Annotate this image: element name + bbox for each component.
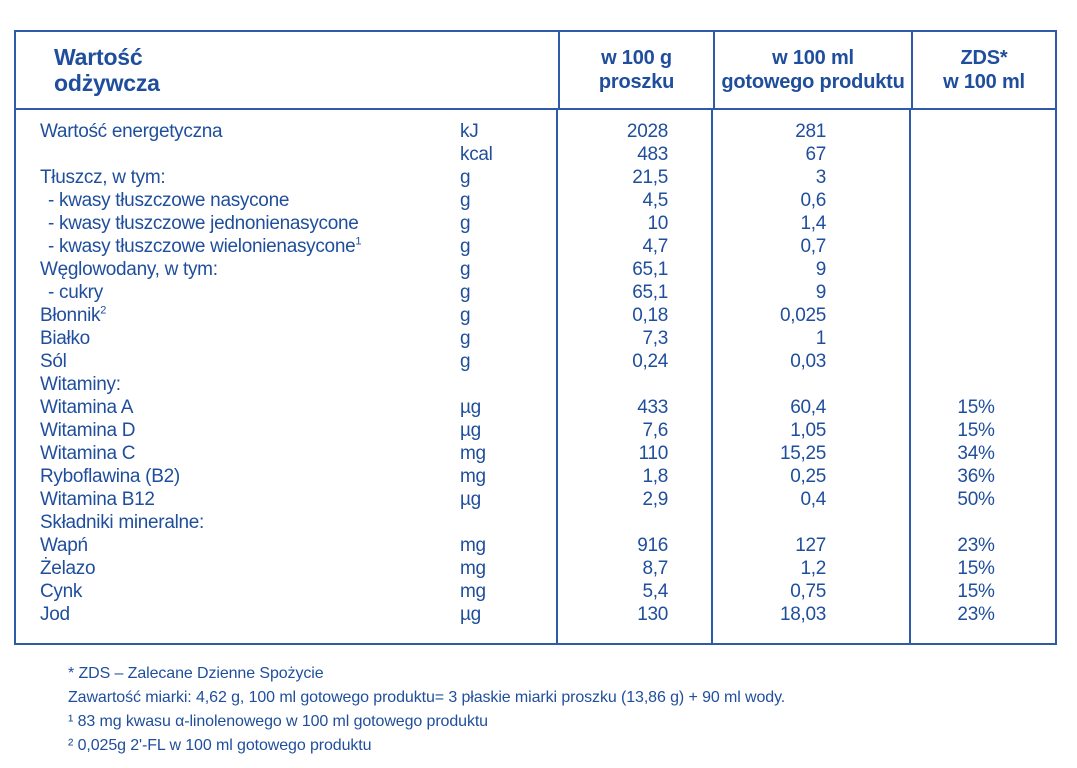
table-row [16,166,1055,189]
header-nutrition-value-line1: Wartość [54,44,143,70]
value-zds-percent [911,166,1055,189]
value-per-100g: 8,7 [642,558,668,579]
nutrient-name-cell [16,258,558,281]
table-row [16,465,1055,488]
nutrient-name-cell [16,143,558,166]
nutrient-name-cell [16,350,558,373]
table-row [16,511,1055,534]
value-per-100g [558,511,713,534]
header-nutrition-value-line2: odżywcza [54,70,160,96]
nutrient-label-text: Cynk [40,581,83,602]
value-per-100g: 0,18 [632,305,668,326]
value-zds-percent: 23% [957,604,995,625]
table-header-row [16,32,1055,110]
nutrient-label [16,281,460,304]
table-row [16,258,1055,281]
value-per-100ml: 67 [805,144,826,165]
value-per-100ml: 3 [815,167,826,188]
value-per-100ml: 1,05 [790,420,826,441]
value-per-100ml: 1 [815,328,826,349]
table-row [16,189,1055,212]
table-row [16,281,1055,304]
footnote-line: * ZDS – Zalecane Dzienne Spożycie [68,665,324,682]
nutrient-label-text: Ryboflawina (B2) [40,466,180,487]
value-per-100g: 916 [637,535,668,556]
table-row [16,235,1055,258]
value-per-100ml: 0,6 [800,190,826,211]
nutrient-label-text: Sól [40,351,67,372]
nutrient-unit: kcal [460,144,493,165]
nutrient-label [16,120,460,143]
nutrition-table [14,30,1057,645]
nutrient-label [16,419,460,442]
value-per-100g: 7,6 [642,420,668,441]
nutrient-name-cell [16,120,558,143]
nutrient-unit: mg [460,443,486,464]
column-divider-3 [909,110,911,643]
value-zds-percent: 15% [957,420,995,441]
value-per-100g: 0,24 [632,351,668,372]
nutrient-label-text: Witamina A [40,397,134,418]
table-row [16,557,1055,580]
value-per-100g: 65,1 [632,282,668,303]
value-per-100g: 65,1 [632,259,668,280]
value-per-100ml [713,511,911,534]
nutrient-label [16,327,460,350]
nutrient-label [16,534,460,557]
value-zds-percent [911,373,1055,396]
value-zds-percent: 15% [957,397,995,418]
nutrient-unit: g [460,213,471,234]
value-per-100g: 7,3 [642,328,668,349]
header-per-100g [558,32,713,108]
value-per-100g: 130 [637,604,668,625]
footnote-marker: 1 [355,235,362,248]
value-zds-percent: 15% [957,558,995,579]
nutrient-label [16,350,460,373]
nutrient-name-cell [16,580,558,603]
value-per-100g: 2,9 [642,489,668,510]
nutrient-name-cell [16,442,558,465]
nutrient-unit [460,511,558,534]
nutrient-unit: kJ [460,121,479,142]
value-per-100g: 4,7 [642,236,668,257]
nutrient-name-cell [16,327,558,350]
nutrient-unit: µg [460,397,481,418]
nutrient-unit: µg [460,489,481,510]
nutrient-label-text: Wapń [40,535,88,556]
nutrient-label [16,373,460,396]
value-zds-percent: 15% [957,581,995,602]
table-row [16,603,1055,626]
value-per-100ml: 1,2 [800,558,826,579]
nutrient-unit: g [460,305,471,326]
nutrient-label [16,580,460,603]
nutrient-label [16,235,460,258]
table-row [16,212,1055,235]
table-row [16,580,1055,603]
nutrient-label-text: - cukry [48,282,103,303]
header-per-100g-line2: proszku [598,71,675,93]
nutrient-unit [460,373,558,396]
table-row [16,534,1055,557]
nutrient-unit: g [460,167,471,188]
nutrient-label-text: Tłuszcz, w tym: [40,167,166,188]
value-per-100ml: 0,75 [790,581,826,602]
nutrient-unit: g [460,282,471,303]
header-nutrition-value [16,32,558,108]
value-per-100g: 1,8 [642,466,668,487]
nutrient-label-text: Witamina C [40,443,136,464]
header-per-100ml [713,32,911,108]
footnote-line: ¹ 83 mg kwasu α-linolenowego w 100 ml gotowego produktu [68,713,488,730]
nutrient-name-cell [16,396,558,419]
table-body [16,110,1055,643]
nutrient-label-text: Żelazo [40,558,96,579]
nutrient-name-cell [16,304,558,327]
nutrient-label-text: Wartość energetyczna [40,121,223,142]
nutrient-label-text: Białko [40,328,90,349]
nutrient-name-cell [16,212,558,235]
value-zds-percent [911,350,1055,373]
value-per-100ml: 281 [795,121,826,142]
nutrient-label-text: Składniki mineralne: [40,512,205,533]
column-divider-1 [556,110,558,643]
nutrient-name-cell [16,166,558,189]
value-per-100g: 4,5 [642,190,668,211]
nutrient-label-text: - kwasy tłuszczowe nasycone [48,190,290,211]
nutrient-label [16,442,460,465]
value-zds-percent [911,189,1055,212]
value-per-100ml: 15,25 [779,443,826,464]
value-per-100g: 433 [637,397,668,418]
nutrient-name-cell [16,557,558,580]
column-divider-2 [711,110,713,643]
value-per-100ml: 0,7 [800,236,826,257]
nutrient-unit: g [460,351,471,372]
table-row [16,419,1055,442]
nutrient-label [16,603,460,626]
value-per-100g: 21,5 [632,167,668,188]
value-zds-percent [911,327,1055,350]
value-zds-percent: 23% [957,535,995,556]
nutrient-unit: g [460,328,471,349]
nutrient-unit: mg [460,535,486,556]
nutrient-unit: µg [460,604,481,625]
value-per-100ml [713,373,911,396]
nutrient-unit: g [460,259,471,280]
nutrient-unit: mg [460,466,486,487]
nutrient-name-cell [16,534,558,557]
nutrient-name-cell [16,511,558,534]
value-zds-percent: 50% [957,489,995,510]
nutrient-name-cell [16,281,558,304]
value-per-100ml: 0,25 [790,466,826,487]
value-per-100ml: 127 [795,535,826,556]
value-zds-percent: 36% [957,466,995,487]
value-per-100g: 5,4 [642,581,668,602]
nutrient-label-text: Witamina B12 [40,489,155,510]
value-zds-percent [911,235,1055,258]
table-row [16,396,1055,419]
nutrient-label-text: Węglowodany, w tym: [40,259,218,280]
value-per-100ml: 0,025 [779,305,826,326]
nutrient-label [16,166,460,189]
table-row [16,350,1055,373]
value-zds-percent: 34% [957,443,995,464]
value-zds-percent [911,143,1055,166]
value-zds-percent [911,511,1055,534]
nutrient-label [16,304,460,327]
value-zds-percent [911,304,1055,327]
value-per-100g: 110 [638,443,668,464]
nutrient-name-cell [16,488,558,511]
nutrient-unit: mg [460,581,486,602]
table-row [16,488,1055,511]
nutrient-label [16,212,460,235]
nutrient-label [16,488,460,511]
nutrient-label-text: Witamina D [40,420,136,441]
nutrient-label [16,189,460,212]
footnotes [68,662,785,758]
footnote-marker: 2 [100,304,107,317]
table-row [16,304,1055,327]
value-zds-percent [911,281,1055,304]
header-zds-line2: w 100 ml [943,71,1025,93]
nutrient-unit: mg [460,558,486,579]
value-zds-percent [911,212,1055,235]
header-per-100ml-line2: gotowego produktu [721,71,905,93]
nutrient-label [16,396,460,419]
value-zds-percent [911,258,1055,281]
nutrient-label-text: - kwasy tłuszczowe wielonienasycone [48,236,356,257]
nutrient-label [16,258,460,281]
nutrient-label-text: Witaminy: [40,374,121,395]
nutrient-label [16,557,460,580]
nutrient-unit: g [460,190,471,211]
nutrient-label [16,511,460,534]
value-per-100ml: 9 [815,282,826,303]
table-row [16,120,1055,143]
nutrient-label [16,465,460,488]
nutrient-name-cell [16,465,558,488]
table-row [16,143,1055,166]
table-row [16,327,1055,350]
table-row [16,442,1055,465]
nutrient-label-text: - kwasy tłuszczowe jednonienasycone [48,213,359,234]
nutrient-name-cell [16,235,558,258]
value-per-100ml: 60,4 [790,397,826,418]
header-zds [911,32,1055,108]
nutrient-name-cell [16,419,558,442]
nutrient-label-text: Błonnik [40,305,101,326]
nutrient-unit: g [460,236,471,257]
nutrient-unit: µg [460,420,481,441]
nutrient-name-cell [16,603,558,626]
value-per-100ml: 9 [815,259,826,280]
footnote-line: ² 0,025g 2'-FL w 100 ml gotowego produktu [68,737,372,754]
value-per-100g: 2028 [626,121,668,142]
header-per-100g-line1: w 100 g [601,47,672,69]
nutrient-label [16,143,460,166]
header-zds-line1: ZDS* [960,47,1008,69]
footnote-line: Zawartość miarki: 4,62 g, 100 ml gotowego produktu= 3 płaskie miarki proszku (13,86 g) + 90 ml wody. [68,689,786,706]
nutrient-label-text: Jod [40,604,70,625]
header-per-100ml-line1: w 100 ml [772,47,854,69]
value-per-100ml: 0,03 [790,351,826,372]
nutrient-name-cell [16,373,558,396]
value-per-100g: 10 [647,213,668,234]
value-zds-percent [911,120,1055,143]
value-per-100ml: 0,4 [800,489,826,510]
nutrient-name-cell [16,189,558,212]
table-row [16,373,1055,396]
value-per-100g: 483 [637,144,668,165]
value-per-100ml: 1,4 [800,213,826,234]
value-per-100g [558,373,713,396]
value-per-100ml: 18,03 [779,604,826,625]
